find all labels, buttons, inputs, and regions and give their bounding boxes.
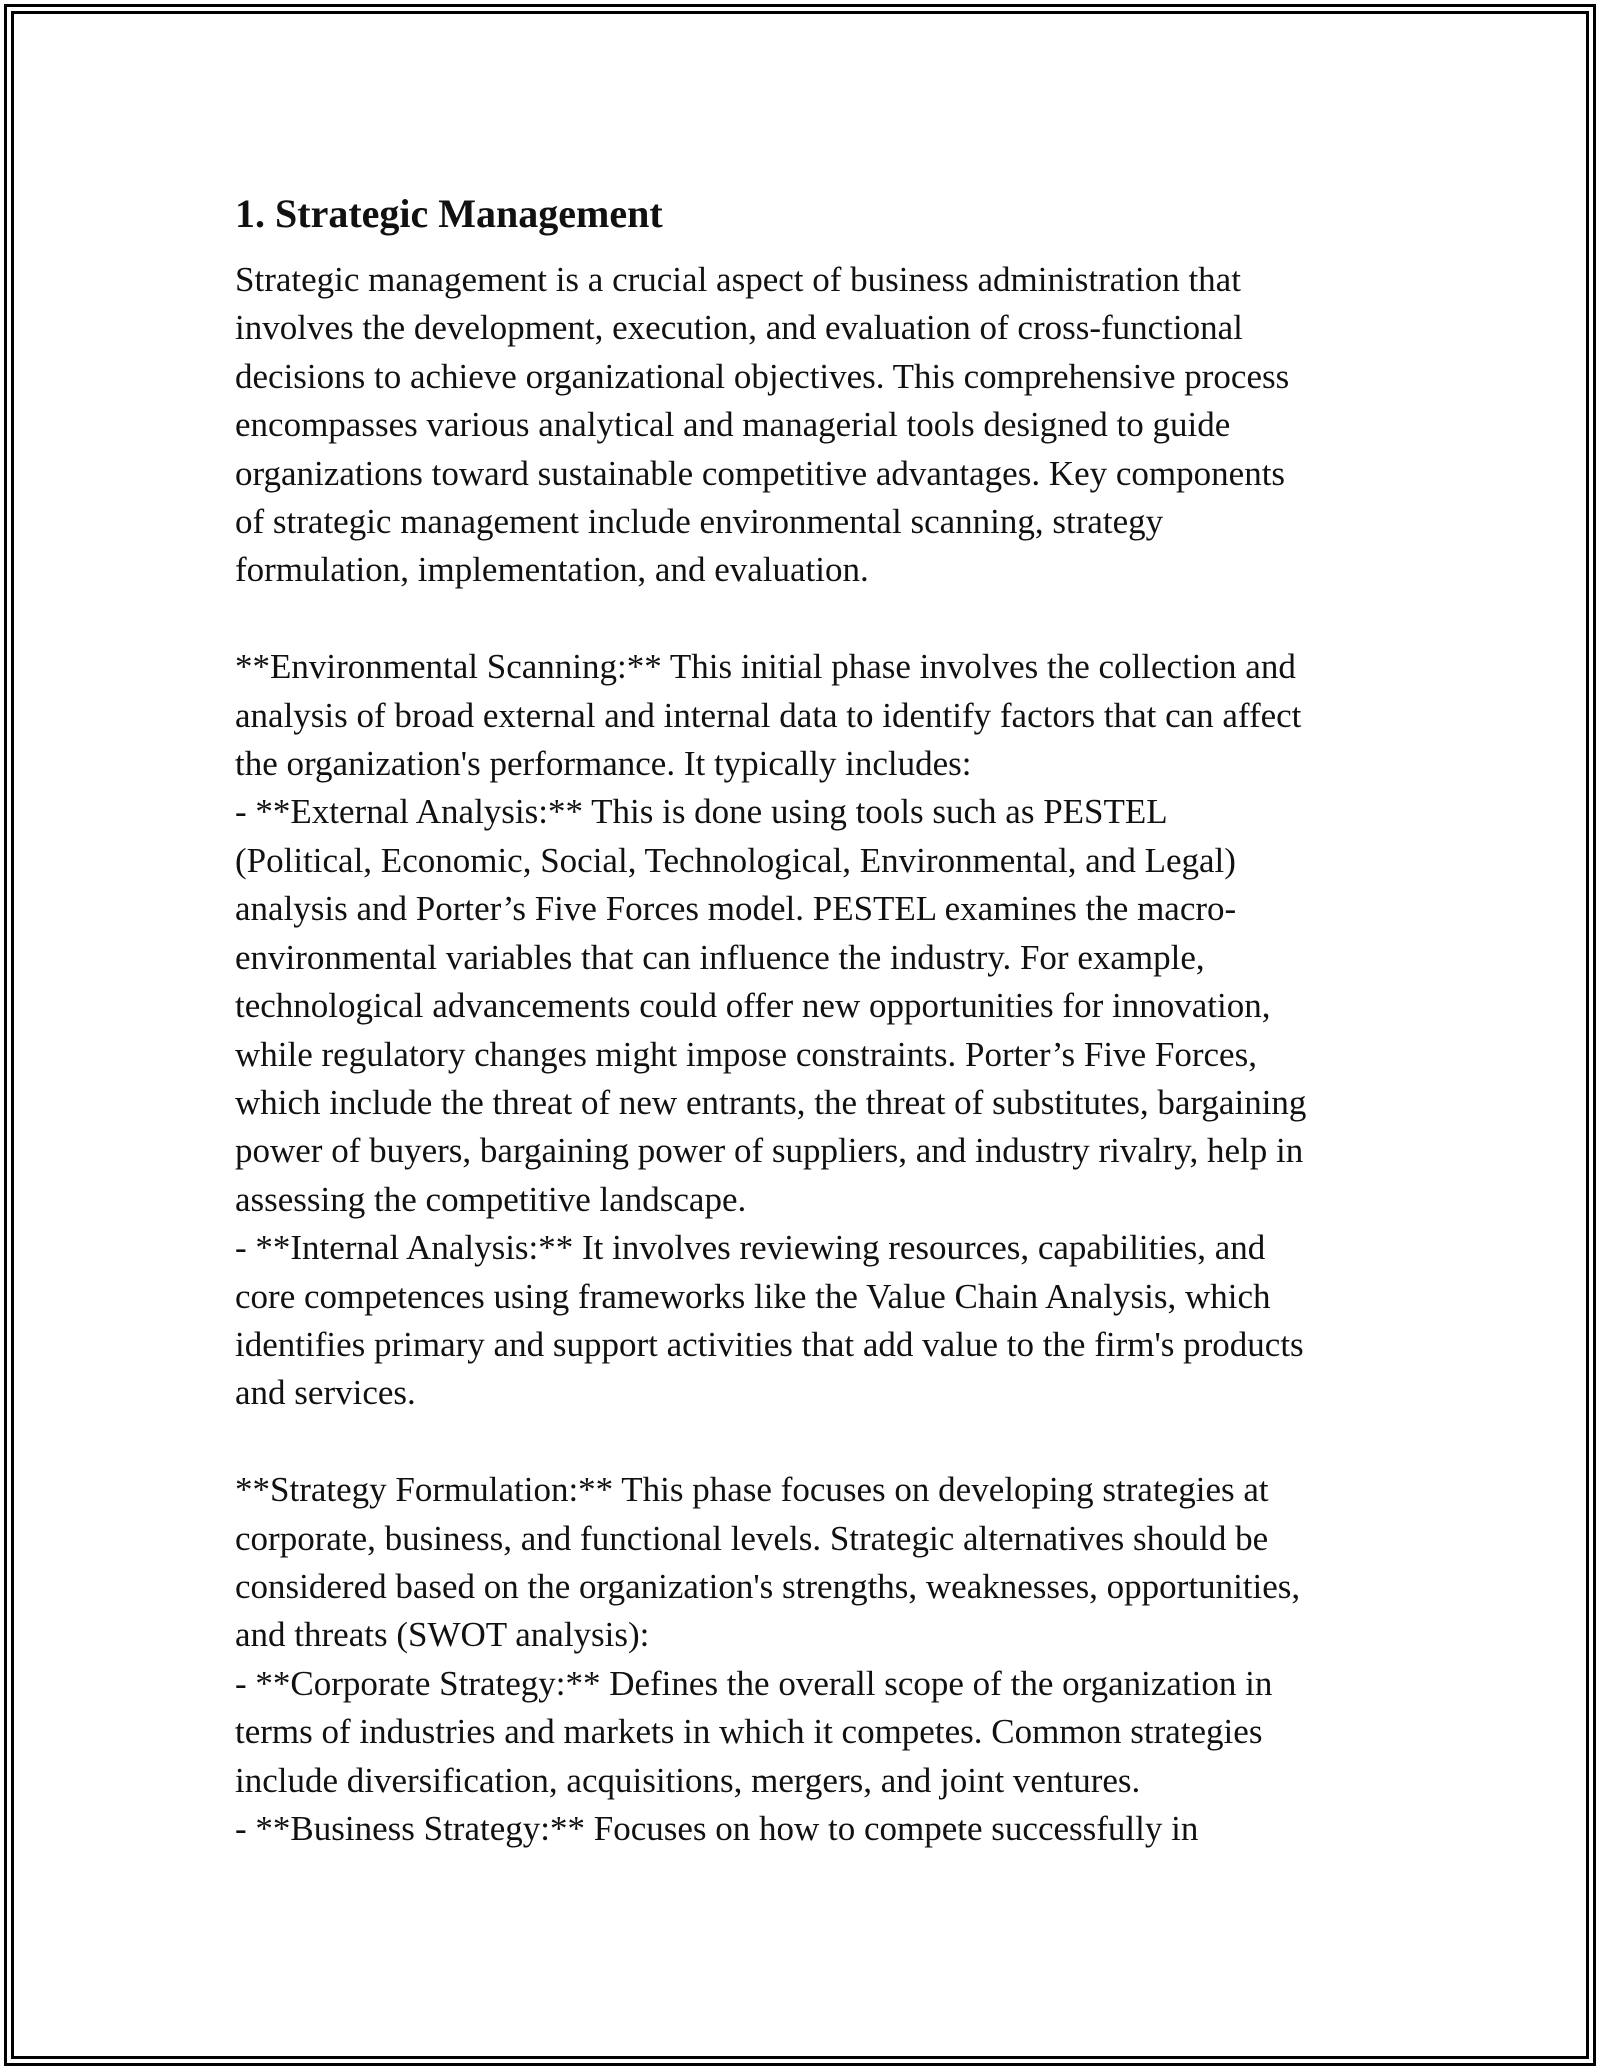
document-content [235, 186, 1365, 1853]
section-body-text: Strategic management is a crucial aspect of business administration that involves the development, execution, and evaluation of cross-functional decisions to achieve organizational objectives. This comprehensive process encompasses various analytical and managerial tools designed to guide organizations toward sustainable competitive advantages. Key components of strategic management include environmental scanning, strategy formulation, implementation, and evaluation. **Environmental Scanning:** This initial phase involves the collection and analysis of broad external and internal data to identify factors that can affect the organization's performance. It typically includes: - **External Analysis:** This is done using tools such as PESTEL (Political, Economic, Social, Technological, Environmental, and Legal) analysis and Porter’s Five Forces model. PESTEL examines the macro- environmental variables that can influence the industry. For example, technological advancements could offer new opportunities for innovation, while regulatory changes might impose constraints. Porter’s Five Forces, which include the threat of new entrants, the threat of substitutes, bargaining power of buyers, bargaining power of suppliers, and industry rivalry, help in assessing the competitive landscape. - **Internal Analysis:** It involves reviewing resources, capabilities, and core competences using frameworks like the Value Chain Analysis, which identifies primary and support activities that add value to the firm's products and services. **Strategy Formulation:** This phase focuses on developing strategies at corporate, business, and functional levels. Strategic alternatives should be considered based on the organization's strengths, weaknesses, opportunities, and threats (SWOT analysis): - **Corporate Strategy:** Defines the overall scope of the organization in terms of industries and markets in which it competes. Common strategies include diversification, acquisitions, mergers, and joint ventures. - **Business Strategy:** Focuses on how to compete successfully in [235, 260, 1307, 1848]
section-heading: 1. Strategic Management [235, 191, 663, 236]
